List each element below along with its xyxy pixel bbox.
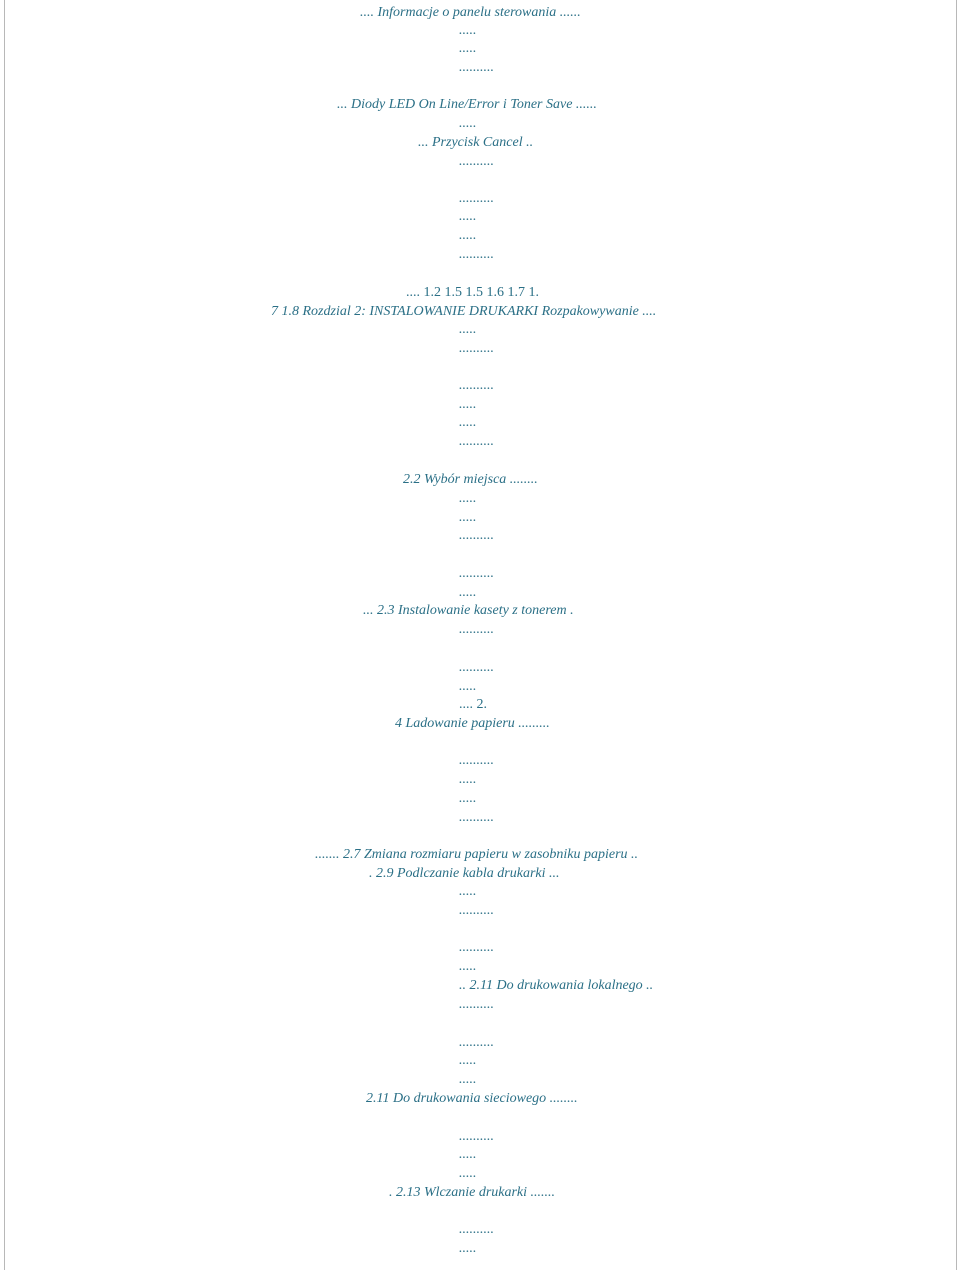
toc-line: .......... (459, 247, 494, 262)
toc-line: ..... (459, 791, 477, 806)
toc-line: .......... (459, 1035, 494, 1050)
toc-line: ..... (459, 397, 477, 412)
toc-line: ..... (459, 1147, 477, 1162)
toc-line: .... Informacje o panelu sterowania ...... (360, 5, 581, 20)
toc-line: .......... (459, 154, 494, 169)
toc-line: .......... (459, 753, 494, 768)
toc-line: ..... (459, 322, 477, 337)
toc-line: 7 1.8 Rozdzial 2: INSTALOWANIE DRUKARKI Rozpakowywanie .... (271, 304, 657, 319)
toc-line: .... 1.2 1.5 1.5 1.6 1.7 1. (406, 285, 539, 300)
toc-line: ....... 2.7 Zmiana rozmiaru papieru w zasobniku papieru .. (315, 847, 639, 862)
toc-line: .......... (459, 434, 494, 449)
toc-line: ..... (459, 585, 477, 600)
toc-line: ..... (459, 1166, 477, 1181)
toc-line: .......... (459, 191, 494, 206)
toc-line: .......... (459, 60, 494, 75)
toc-line: ..... (459, 116, 477, 131)
toc-line: ..... (459, 1241, 477, 1256)
toc-line: ..... (459, 679, 477, 694)
toc-line: ..... (459, 41, 477, 56)
toc-line: . 2.9 Podlczanie kabla drukarki ... (369, 866, 560, 881)
toc-line: ..... (459, 23, 477, 38)
toc-line: .. 2.11 Do drukowania lokalnego .. (459, 978, 654, 993)
toc-line: .......... (459, 341, 494, 356)
toc-line: . 2.13 Wlczanie drukarki ....... (389, 1185, 556, 1200)
toc-line: ..... (459, 510, 477, 525)
toc-line: .......... (459, 378, 494, 393)
toc-line: 2.2 Wybór miejsca ........ (403, 472, 538, 487)
toc-line: ..... (459, 959, 477, 974)
toc-line: ... Przycisk Cancel .. (418, 135, 534, 150)
toc-line: ..... (459, 228, 477, 243)
toc-line: ..... (459, 1072, 477, 1087)
toc-line: .... 2. (459, 697, 487, 712)
toc-line: .......... (459, 528, 494, 543)
left-page-border (4, 0, 5, 1270)
right-page-border (956, 0, 957, 1270)
toc-line: ..... (459, 772, 477, 787)
toc-line: 4 Ladowanie papieru ......... (395, 716, 550, 731)
toc-line: ..... (459, 884, 477, 899)
toc-line: ..... (459, 415, 477, 430)
toc-line: .......... (459, 810, 494, 825)
toc-line: .......... (459, 622, 494, 637)
toc-line: ... 2.3 Instalowanie kasety z tonerem . (363, 603, 574, 618)
toc-line: .......... (459, 903, 494, 918)
toc-line: ..... (459, 1053, 477, 1068)
toc-line: ..... (459, 491, 477, 506)
toc-line: .......... (459, 566, 494, 581)
toc-line: 2.11 Do drukowania sieciowego ........ (366, 1091, 578, 1106)
toc-line: ... Diody LED On Line/Error i Toner Save ...... (337, 97, 597, 112)
toc-line: .......... (459, 1129, 494, 1144)
toc-line: .......... (459, 660, 494, 675)
toc-line: ..... (459, 209, 477, 224)
toc-line: .......... (459, 940, 494, 955)
toc-line: .......... (459, 997, 494, 1012)
toc-line: .......... (459, 1222, 494, 1237)
